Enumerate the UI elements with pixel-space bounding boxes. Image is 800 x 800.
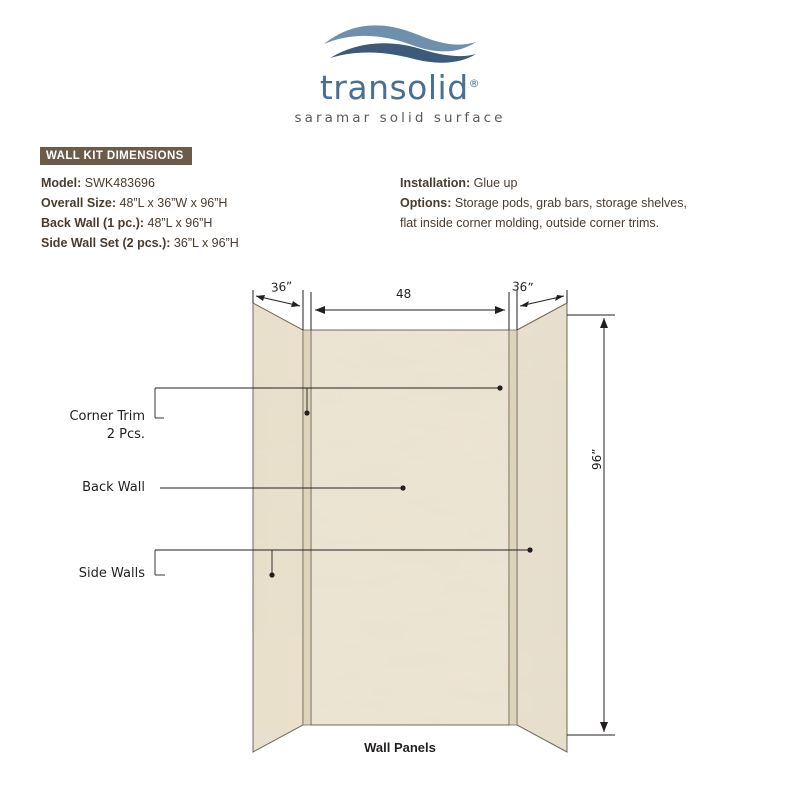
callout-side-walls: Side Walls (78, 566, 145, 581)
callout-corner-trim (20, 408, 145, 444)
spec-row-options (400, 193, 700, 233)
spec-label: Back Wall (1 pc.): (41, 216, 145, 230)
dimension-label-height: 96” (590, 448, 604, 470)
spec-label: Model: (41, 176, 82, 190)
dimension-label-right-side: 36” (511, 279, 534, 295)
spec-value: Glue up (473, 176, 518, 190)
spec-value: Storage pods, grab bars, storage shelves, flat inside corner molding, outside corner trims. (400, 196, 687, 230)
spec-row-overall-size (41, 193, 381, 213)
spec-label: Side Wall Set (2 pcs.): (41, 236, 171, 250)
back-panel (311, 330, 509, 725)
spec-value: 48”L x 36”W x 96”H (119, 196, 228, 210)
dimension-label-back-width: 48 (396, 287, 412, 301)
drawing-caption: Wall Panels (364, 740, 436, 755)
left-side-panel (250, 300, 310, 760)
logo-wordmark (320, 68, 480, 107)
spec-row-installation (400, 173, 700, 193)
spec-label: Overall Size: (41, 196, 117, 210)
callout-corner-trim-line2: 2 Pcs. (106, 427, 145, 442)
spec-value: 48”L x 96”H (147, 216, 213, 230)
callout-corner-trim-line1: Corner Trim (69, 409, 145, 424)
brand-logo (0, 18, 800, 126)
spec-row-side-wall-set (41, 233, 381, 253)
wave-logo-icon (320, 18, 480, 66)
logo-tagline: saramar solid surface (294, 110, 506, 126)
spec-value: SWK483696 (84, 176, 155, 190)
spec-heading: WALL KIT DIMENSIONS (40, 147, 192, 165)
drawing-svg (0, 270, 800, 780)
spec-value: 36”L x 96”H (173, 236, 239, 250)
spec-list-right (400, 173, 700, 233)
right-side-panel (515, 300, 575, 760)
callout-back-wall: Back Wall (82, 480, 145, 495)
spec-row-back-wall (41, 213, 381, 233)
spec-label: Options: (400, 196, 452, 210)
dimension-line-height (567, 315, 615, 735)
spec-label: Installation: (400, 176, 471, 190)
logo-wordmark-text: transolid (319, 68, 469, 107)
spec-list-left (41, 173, 381, 253)
wall-panel-drawing (0, 270, 800, 780)
dimension-label-left-side: 36” (270, 279, 293, 295)
registered-trademark-icon: ® (468, 77, 481, 90)
spec-row-model (41, 173, 381, 193)
